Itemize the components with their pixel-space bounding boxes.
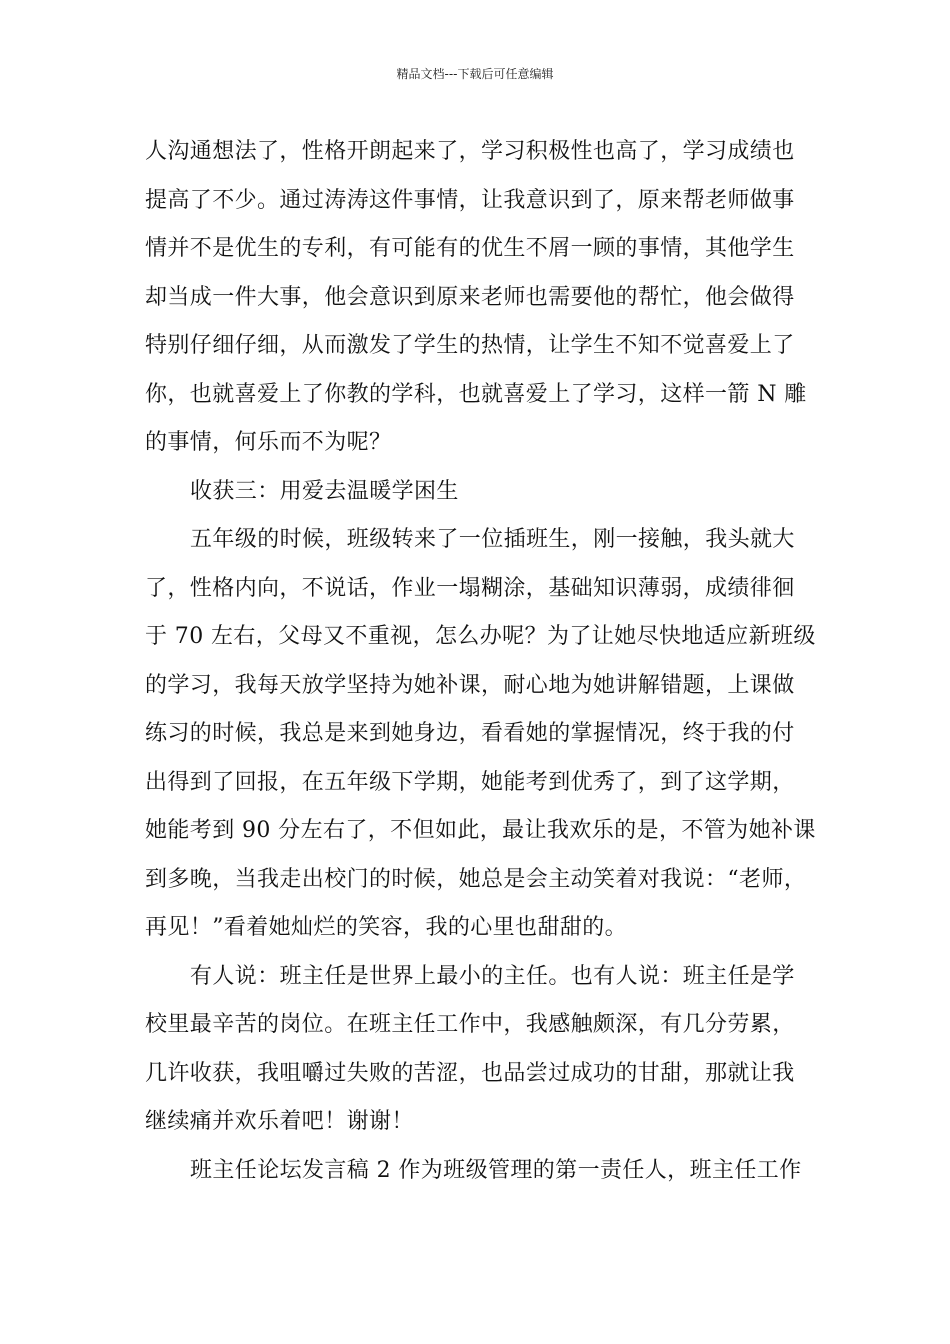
document-body <box>145 128 825 1195</box>
text-line: 有人说：班主任是世界上最小的主任。也有人说：班主任是学 <box>190 963 795 989</box>
text-line: 的事情，何乐而不为呢？ <box>145 430 392 455</box>
text-line: 提高了不少。通过涛涛这件事情，让我意识到了，原来帮老师做事 <box>145 187 795 213</box>
text-line: 几许收获，我咀嚼过失败的苦涩，也品尝过成功的甘甜，那就让我 <box>145 1060 795 1086</box>
page-header: 精品文档---下载后可任意编辑 <box>396 67 554 81</box>
text-line: 于 70 左右，父母又不重视，怎么办呢？为了让她尽快地适应新班级 <box>145 624 816 649</box>
text-line: 她能考到 90 分左右了，不但如此，最让我欢乐的是，不管为她补课 <box>145 818 816 843</box>
text-line: 再见！”看着她灿烂的笑容，我的心里也甜甜的。 <box>145 915 628 940</box>
text-line: 出得到了回报，在五年级下学期，她能考到优秀了，到了这学期， <box>145 769 795 795</box>
text-line: 人沟通想法了，性格开朗起来了，学习积极性也高了，学习成绩也 <box>145 139 795 164</box>
text-line: 特别仔细仔细，从而激发了学生的热情，让学生不知不觉喜爱上了 <box>145 333 795 358</box>
text-line: 班主任论坛发言稿 2 作为班级管理的第一责任人，班主任工作 <box>190 1157 802 1183</box>
text-line: 你，也就喜爱上了你教的学科，也就喜爱上了学习，这样一箭 N 雕 <box>145 381 807 407</box>
text-line: 校里最辛苦的岗位。在班主任工作中，我感触颇深，有几分劳累， <box>145 1012 795 1037</box>
text-line: 的学习，我每天放学坚持为她补课，耐心地为她讲解错题，上课做 <box>145 672 795 698</box>
text-line: 了，性格内向，不说话，作业一塌糊涂，基础知识薄弱，成绩徘徊 <box>145 575 795 601</box>
text-line: 继续痛并欢乐着吧！谢谢！ <box>145 1109 414 1134</box>
text-line: 到多晚，当我走出校门的时候，她总是会主动笑着对我说：“老师， <box>145 866 807 892</box>
text-line: 五年级的时候，班级转来了一位插班生，刚一接触，我头就大 <box>190 527 795 552</box>
text-line: 情并不是优生的专利，有可能有的优生不屑一顾的事情，其他学生 <box>145 236 795 261</box>
text-line: 却当成一件大事，他会意识到原来老师也需要他的帮忙，他会做得 <box>145 284 795 310</box>
text-line: 练习的时候，我总是来到她身边，看看她的掌握情况，终于我的付 <box>145 721 795 746</box>
section-heading: 收获三：用爱去温暖学困生 <box>190 478 459 504</box>
